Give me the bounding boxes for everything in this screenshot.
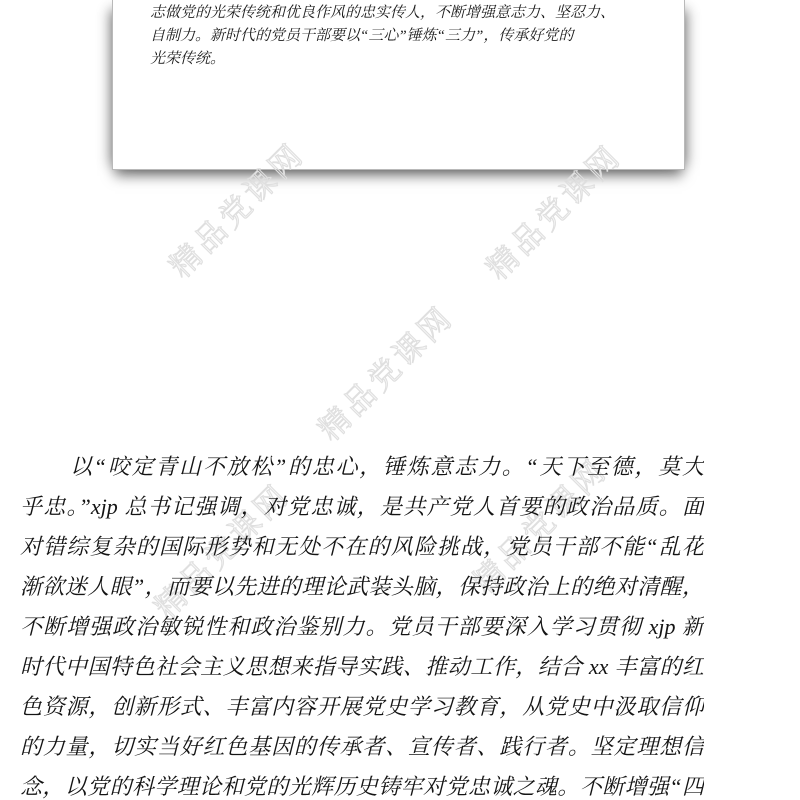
body-text-line: 色资源，创新形式、丰富内容开展党史学习教育，从党史中汲取信仰	[20, 694, 704, 719]
card-text-line: 志做党的光荣传统和优良作风的忠实传人，不断增强意志力、坚忍力、	[150, 5, 616, 21]
watermark-text: 精品党课网	[162, 135, 313, 286]
card-text-line: 光荣传统。	[150, 51, 226, 67]
watermark-text: 精品党课网	[311, 298, 462, 449]
watermark-text: 精品党课网	[465, 451, 616, 602]
card-text-line: 自制力。新时代的党员干部要以“三心”锤炼“三力”，传承好党的	[150, 28, 574, 44]
body-text-line: 念，以党的科学理论和党的光辉历史铸牢对党忠诚之魂。不断增强“四	[20, 774, 704, 799]
body-text-line: 对错综复杂的国际形势和无处不在的风险挑战，党员干部不能“乱花	[20, 534, 704, 559]
body-text-line: 以“咬定青山不放松”的忠心，锤炼意志力。“天下至德，莫大	[70, 454, 704, 479]
document-paragraph	[20, 447, 704, 800]
body-text-line: 不断增强政治敏锐性和政治鉴别力。党员干部要深入学习贯彻 xjp 新	[20, 614, 704, 639]
body-text-line: 的力量，切实当好红色基因的传承者、宣传者、践行者。坚定理想信	[20, 734, 704, 759]
card-paragraph	[150, 2, 650, 71]
watermark-text: 精品党课网	[147, 476, 298, 627]
body-text-line: 时代中国特色社会主义思想来指导实践、推动工作，结合 xx 丰富的红	[20, 654, 704, 679]
body-text-line: 渐欲迷人眼”，而要以先进的理论武装头脑，保持政治上的绝对清醒，	[20, 574, 704, 599]
body-text-line: 乎忠。”xjp 总书记强调，对党忠诚，是共产党人首要的政治品质。面	[20, 494, 704, 519]
watermark-text: 精品党课网	[479, 137, 630, 288]
page-preview-card	[112, 0, 685, 170]
